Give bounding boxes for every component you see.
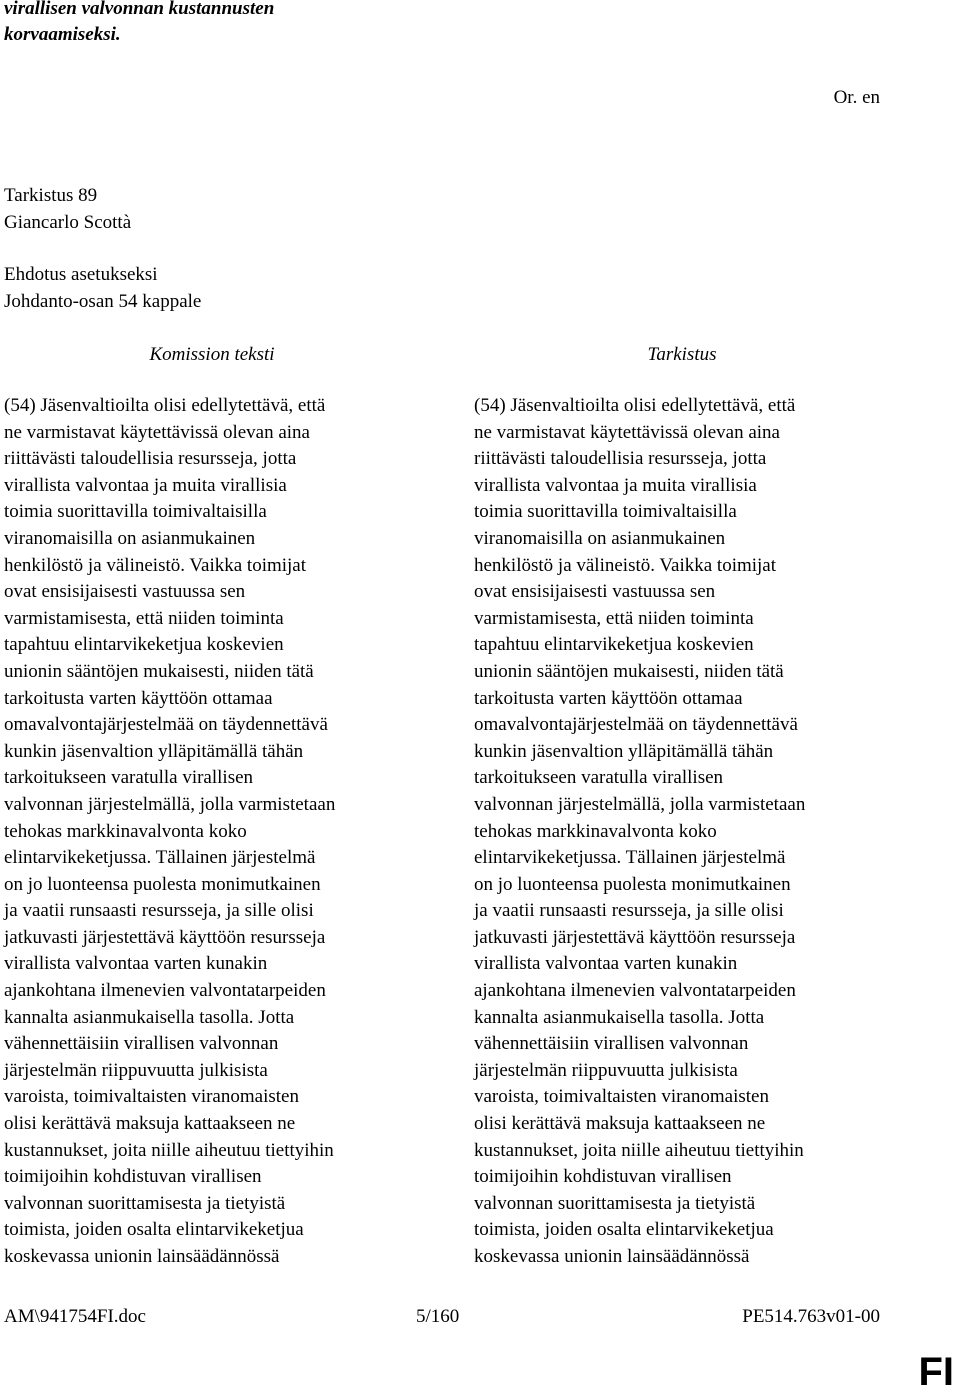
amendment-text-line: riittävästi taloudellisia resursseja, jotta xyxy=(474,448,767,470)
amendment-text-line: vähennettäisiin virallisen valvonnan xyxy=(474,1033,749,1055)
amendment-text-line: toimijoihin kohdistuvan virallisen xyxy=(474,1166,732,1188)
amendment-text-line: henkilöstö ja välineistö. Vaikka toimijat xyxy=(474,554,777,576)
commission-text-line: omavalvontajärjestelmää on täydennettävä xyxy=(4,714,328,736)
amendment-text-line: toimista, joiden osalta elintarvikeketjua xyxy=(474,1219,774,1241)
amendment-text-line: viranomaisilla on asianmukainen xyxy=(474,527,726,549)
amendment-text-line: omavalvontajärjestelmää on täydennettävä xyxy=(474,714,798,736)
commission-text-line: riittävästi taloudellisia resursseja, jotta xyxy=(4,448,297,470)
amendment-text-line: järjestelmän riippuvuutta julkisista xyxy=(474,1059,738,1081)
amendment-text-line: kunkin jäsenvaltion ylläpitämällä tähän xyxy=(474,740,774,762)
commission-text-line: valvonnan järjestelmällä, jolla varmistetaan xyxy=(4,793,336,815)
commission-text-line: kannalta asianmukaisella tasolla. Jotta xyxy=(4,1006,295,1028)
amendment-text-column xyxy=(474,393,914,1271)
commission-text-line: unionin sääntöjen mukaisesti, niiden tätä xyxy=(4,660,314,682)
commission-text-line: toimijoihin kohdistuvan virallisen xyxy=(4,1166,262,1188)
right-column-title: Tarkistus xyxy=(647,344,717,365)
left-column-title: Komission teksti xyxy=(149,344,275,365)
commission-text-line: ajankohtana ilmenevien valvontatarpeiden xyxy=(4,980,326,1002)
commission-text-line: järjestelmän riippuvuutta julkisista xyxy=(4,1059,268,1081)
amendment-text-line: kustannukset, joita niille aiheutuu tiettyihin xyxy=(474,1139,804,1161)
amendment-text-line: virallista valvontaa varten kunakin xyxy=(474,953,738,975)
commission-text-line: tarkoitusta varten käyttöön ottamaa xyxy=(4,687,273,709)
amendment-text-line: koskevassa unionin lainsäädännössä xyxy=(474,1246,750,1267)
commission-text-line: varoista, toimivaltaisten viranomaisten xyxy=(4,1086,299,1108)
commission-text-line: olisi kerättävä maksuja kattaakseen ne xyxy=(4,1113,296,1135)
language-code-mark: FI xyxy=(918,1350,954,1394)
commission-text-line: jatkuvasti järjestettävä käyttöön resursseja xyxy=(4,926,326,948)
amendment-text-line: on jo luonteensa puolesta monimutkainen xyxy=(474,873,791,895)
commission-text-line: ne varmistavat käytettävissä olevan aina xyxy=(4,421,310,443)
commission-text-line: henkilöstö ja välineistö. Vaikka toimijat xyxy=(4,554,307,576)
commission-text-line: kustannukset, joita niille aiheutuu tiettyihin xyxy=(4,1139,334,1161)
commission-text-line: virallista valvontaa ja muita virallisia xyxy=(4,474,287,496)
amendment-text-line: ajankohtana ilmenevien valvontatarpeiden xyxy=(474,980,796,1002)
amendment-text-line: unionin sääntöjen mukaisesti, niiden tätä xyxy=(474,660,784,682)
proposal-reference: Johdanto-osan 54 kappale xyxy=(4,291,202,312)
commission-text-line: virallista valvontaa varten kunakin xyxy=(4,953,268,975)
amendment-author: Giancarlo Scottà xyxy=(4,212,132,233)
commission-text-line: elintarvikeketjussa. Tällainen järjestelmä xyxy=(4,847,316,869)
commission-text-line: vähennettäisiin virallisen valvonnan xyxy=(4,1033,279,1055)
commission-text-line: ja vaatii runsaasti resursseja, ja sille olisi xyxy=(4,900,314,922)
amendment-text-line: varoista, toimivaltaisten viranomaisten xyxy=(474,1086,769,1108)
commission-text-line: (54) Jäsenvaltioilta olisi edellytettävä, että xyxy=(4,395,326,416)
amendment-text-line: virallista valvontaa ja muita virallisia xyxy=(474,474,757,496)
commission-text-line: koskevassa unionin lainsäädännössä xyxy=(4,1246,280,1267)
amendment-text-line: valvonnan järjestelmällä, jolla varmistetaan xyxy=(474,793,806,815)
amendment-text-line: ovat ensisijaisesti vastuussa sen xyxy=(474,581,716,603)
amendment-text-line: tehokas markkinavalvonta koko xyxy=(474,820,717,842)
amendment-text-line: toimia suorittavilla toimivaltaisilla xyxy=(474,501,737,523)
commission-text-line: toimia suorittavilla toimivaltaisilla xyxy=(4,501,267,523)
amendment-text-line: tarkoitusta varten käyttöön ottamaa xyxy=(474,687,743,709)
footer-document-reference: AM\941754FI.doc xyxy=(4,1306,146,1327)
continued-text-line-1: virallisen valvonnan kustannusten xyxy=(4,0,275,19)
commission-text-line: ovat ensisijaisesti vastuussa sen xyxy=(4,581,246,603)
amendment-number: Tarkistus 89 xyxy=(4,185,98,206)
commission-text-line: kunkin jäsenvaltion ylläpitämällä tähän xyxy=(4,740,304,762)
amendment-text-line: ja vaatii runsaasti resursseja, ja sille olisi xyxy=(474,900,784,922)
commission-text-line: tehokas markkinavalvonta koko xyxy=(4,820,247,842)
footer-pe-reference: PE514.763v01-00 xyxy=(742,1306,880,1327)
continued-text-line-2: korvaamiseksi. xyxy=(4,24,121,45)
amendment-text-line: kannalta asianmukaisella tasolla. Jotta xyxy=(474,1006,765,1028)
amendment-text-line: valvonnan suorittamisesta ja tietyistä xyxy=(474,1192,756,1214)
commission-text-line: tapahtuu elintarvikeketjua koskevien xyxy=(4,634,284,656)
amendment-text-line: olisi kerättävä maksuja kattaakseen ne xyxy=(474,1113,766,1135)
footer-page-number: 5/160 xyxy=(416,1306,460,1327)
commission-text-line: toimista, joiden osalta elintarvikeketjua xyxy=(4,1219,304,1241)
amendment-text-line: tapahtuu elintarvikeketjua koskevien xyxy=(474,634,754,656)
amendment-text-line: (54) Jäsenvaltioilta olisi edellytettävä, että xyxy=(474,395,796,416)
amendment-text-line: elintarvikeketjussa. Tällainen järjestelmä xyxy=(474,847,786,869)
amendment-text-line: tarkoitukseen varatulla virallisen xyxy=(474,767,724,789)
amendment-text-line: ne varmistavat käytettävissä olevan aina xyxy=(474,421,780,443)
amendment-text-line: varmistamisesta, että niiden toiminta xyxy=(474,607,754,629)
proposal-title: Ehdotus asetukseksi xyxy=(4,264,158,285)
commission-text-line: varmistamisesta, että niiden toiminta xyxy=(4,607,284,629)
commission-text-line: viranomaisilla on asianmukainen xyxy=(4,527,256,549)
commission-text-column xyxy=(4,393,444,1271)
original-language-marker: Or. en xyxy=(833,87,880,108)
amendment-text-line: jatkuvasti järjestettävä käyttöön resursseja xyxy=(474,926,796,948)
commission-text-line: on jo luonteensa puolesta monimutkainen xyxy=(4,873,321,895)
commission-text-line: valvonnan suorittamisesta ja tietyistä xyxy=(4,1192,286,1214)
commission-text-line: tarkoitukseen varatulla virallisen xyxy=(4,767,254,789)
